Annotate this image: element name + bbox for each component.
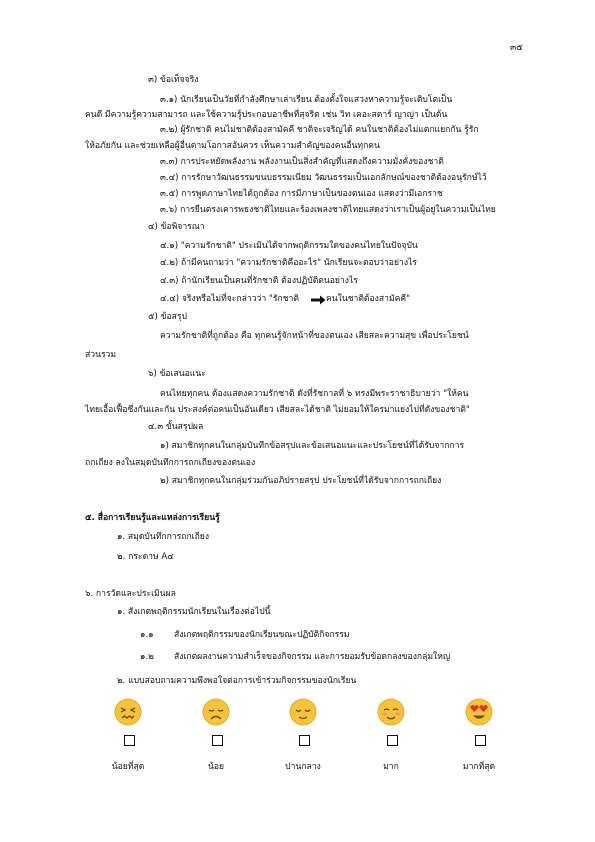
text-line-14: ๔.๔) จริงหรือไม่ที่จะกล่าวว่า "รักชาติ <box>160 294 299 304</box>
rating-label-1: น้อยที่สุด <box>111 762 145 772</box>
text-line-24: ถกเถียง ลงในสมุดบันทึกการถกเถียงของตนเอง <box>85 458 256 468</box>
right-arrow-icon <box>311 295 326 305</box>
text-line-5: ให้อภัยกัน และช่วยเหลือผู้อื่นตามโอกาสอันควร เห็นความสำคัญของคนอื่นทุกคน <box>85 141 380 151</box>
text-line-31: ๑.๑ <box>140 630 154 640</box>
text-line-9: ๓.๖) การยืนตรงเคารพธงชาติไทยและร้องเพลงชาติไทยแสดงว่าเราเป็นผู้อยู่ในความเป็นไทย <box>160 205 496 215</box>
text-line-33: ๑.๒ <box>140 652 154 662</box>
text-line-27: ๑. สมุดบันทึกการถกเถียง <box>117 532 210 542</box>
text-line-16: ๕) ข้อสรุป <box>148 312 187 322</box>
text-line-26: ๕. สื่อการเรียนรู้และแหล่งการเรียนรู้ <box>85 513 220 523</box>
text-line-28: ๒. กระดาษ A๔ <box>117 552 174 562</box>
relieved-face-icon <box>289 698 317 726</box>
text-line-11: ๔.๑) "ความรักชาติ" ประเมินได้จากพฤติกรรมใดของคนไทยในปัจจุบัน <box>160 241 418 251</box>
rating-checkbox-3[interactable] <box>299 735 310 746</box>
text-line-1: ๓) ข้อเท็จจริง <box>148 75 199 85</box>
rating-checkbox-2[interactable] <box>212 735 223 746</box>
text-line-12: ๔.๒) ถ้ามีคนถามว่า "ความรักชาติคืออะไร" นักเรียนจะตอบว่าอย่างไร <box>160 258 417 268</box>
rating-label-5: มากที่สุด <box>462 762 496 772</box>
smiling-blush-face-icon <box>377 698 405 726</box>
rating-label-3: ปานกลาง <box>285 762 321 772</box>
text-line-7: ๓.๔) การรักษาวัฒนธรรมขนบธรรมเนียม วัฒนธรรมเป็นเอกลักษณ์ของชาติต้องอนุรักษ์ไว้ <box>160 173 487 183</box>
text-line-23: ๑) สมาชิกทุกคนในกลุ่มบันทึกข้อสรุปและข้อเสนอแนะและประโยชน์ที่ได้รับจากการ <box>160 441 465 451</box>
disappointed-face-icon <box>202 698 230 726</box>
rating-checkbox-4[interactable] <box>387 735 398 746</box>
text-line-35: ๒. แบบสอบถามความพึงพอใจต่อการเข้าร่วมกิจกรรมของนักเรียน <box>117 676 357 686</box>
text-line-15: คนในชาติต้องสามัคคี" <box>326 294 411 304</box>
text-line-3: คนดี มีความรู้ความสามารถ และใช้ความรู้ประกอบอาชีพที่สุจริต เช่น วิท เคอะสตาร์ ญาญ่า เป็นต้น <box>85 110 448 120</box>
heart-eyes-face-icon <box>465 698 493 726</box>
text-line-10: ๔) ข้อพิจารณา <box>148 222 205 232</box>
rating-checkbox-5[interactable] <box>475 735 486 746</box>
rating-label-2: น้อย <box>207 762 225 772</box>
text-line-25: ๒) สมาชิกทุกคนในกลุ่มร่วมกันอภิปรายสรุป ประโยชน์ที่ได้รับจากการถกเถียง <box>160 476 442 486</box>
text-line-17: ความรักชาติที่ถูกต้อง คือ ทุกคนรู้จักหน้าที่ของตนเอง เสียสละความสุข เพื่อประโยชน์ <box>160 331 469 341</box>
text-line-4: ๓.๒) ผู้รักชาติ คนไม่ชาติต้องสามัคคี ชาติจะเจริญได้ คนในชาติต้องไม่แตกแยกกัน รู้รัก <box>160 125 479 135</box>
text-line-32: สังเกตพฤติกรรมของนักเรียนขณะปฏิบัติกิจกรรม <box>174 630 350 640</box>
text-line-29: ๖. การวัดและประเมินผล <box>85 589 176 599</box>
text-line-20: คนไทยทุกคน ต้องแสดงความรักชาติ ดังที่รัชกาลที่ ๖ ทรงมีพระราชาธิบายว่า "ให้คน <box>160 389 469 399</box>
text-line-8: ๓.๕) การพูดภาษาไทยได้ถูกต้อง การมีภาษาเป็นของตนเอง แสดงว่ามีเอกราช <box>160 189 443 199</box>
text-line-6: ๓.๓) การประหยัดพลังงาน พลังงานเป็นสิ่งสำคัญที่แสดงถึงความมั่งคั่งของชาติ <box>160 157 444 167</box>
text-line-18: ส่วนรวม <box>85 350 117 360</box>
text-line-2: ๓.๑) นักเรียนเป็นวัยที่กำลังศึกษาเล่าเรียน ต้องตั้งใจแสวงหาความรู้จะเติบโตเป็น <box>160 95 453 105</box>
text-line-30: ๑. สังเกตพฤติกรรมนักเรียนในเรื่องต่อไปนี้ <box>117 607 271 617</box>
confounded-face-icon <box>114 698 142 726</box>
text-line-22: ๔.๓ ขั้นสรุปผล <box>148 422 204 432</box>
rating-checkbox-1[interactable] <box>124 735 135 746</box>
rating-label-4: มาก <box>383 762 399 772</box>
text-line-34: สังเกตผลงานความสำเร็จของกิจกรรม และการยอมรับข้อตกลงของกลุ่มใหญ่ <box>174 652 451 662</box>
text-line-13: ๔.๓) ถ้านักเรียนเป็นคนที่รักชาติ ต้องปฏิบัติตนอย่างไร <box>160 276 358 286</box>
page-number: ๓๕ <box>510 43 523 53</box>
text-line-19: ๖) ข้อเสนอแนะ <box>148 369 206 379</box>
text-line-21: ไทยเอื้อเฟื้อซึ่งกันและกัน ประสงค์ต่อคนเป็นอันเดียว เสียสละได้ชาติ ไม่ยอมให้ใครมาแย่งไปที่ดังของชาติ" <box>85 405 470 415</box>
